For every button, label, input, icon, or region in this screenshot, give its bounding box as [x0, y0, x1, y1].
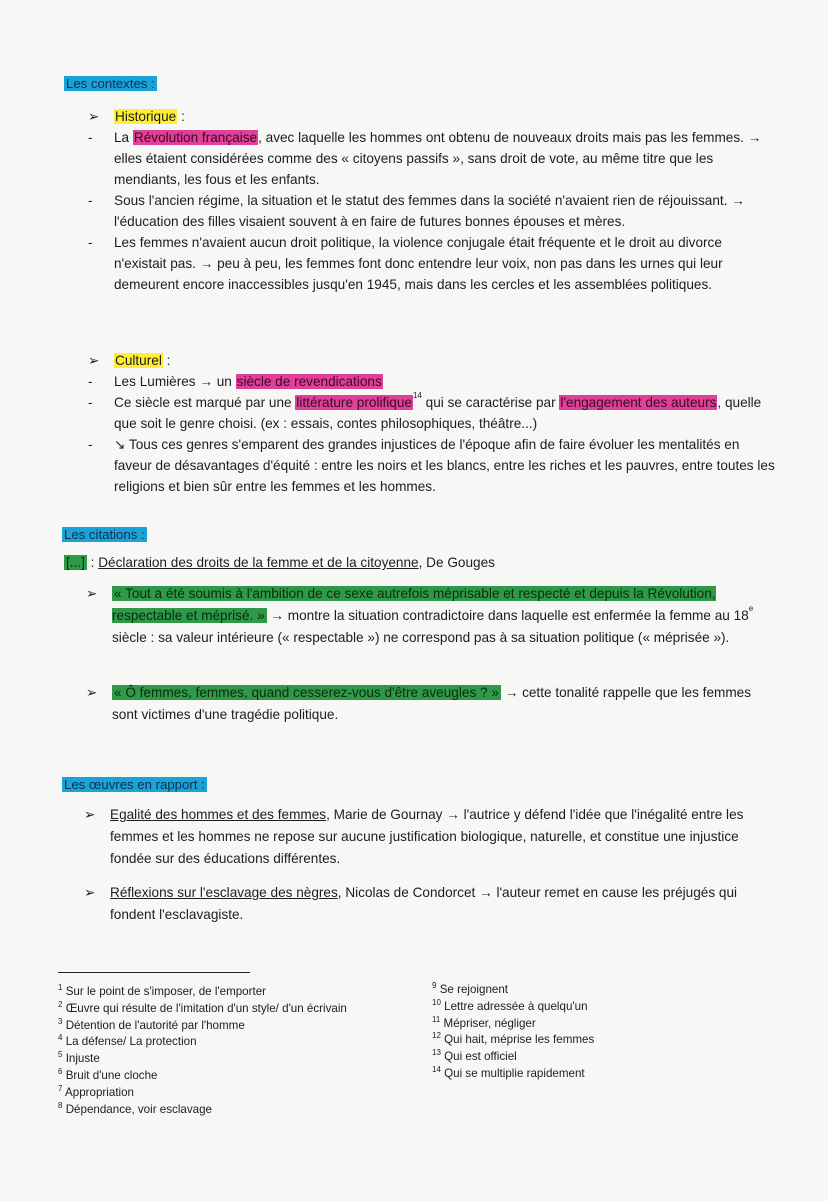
culturel-block [88, 350, 778, 497]
section-title-contextes: Les contextes : [66, 76, 155, 91]
arrow-bullet-icon: ➢ [84, 885, 96, 900]
list-item: - Les femmes n'avaient aucun droit politique, la violence conjugale était fréquente et le droit au divorce n'existait pas. → peu à peu, les femmes font donc entendre leur voix, non pas dans les urnes qui leur demeurent encore inaccessibles jusqu'en 1945, mais dans les cercles et les assemblées politiques. [88, 235, 723, 292]
list-item: - Sous l'ancien régime, la situation et le statut des femmes dans la société n'avaient rien de réjouissant. → l'éducation des filles visaient souvent à en faire de futures bonnes épouses et mères. [88, 193, 745, 229]
footnote-item: $^{13}$ Qui est officiel [432, 1048, 517, 1064]
footnotes-left [58, 984, 347, 1118]
footnote-item: $^5$ Injuste [58, 1050, 100, 1066]
arrow-bullet-icon: ➢ [88, 353, 100, 368]
footnote-item: $^3$ Détention de l'autorité par l'homme [58, 1016, 245, 1032]
culturel-heading: ➢ Culturel : [88, 350, 778, 371]
footnote-item: $^4$ La défense/ La protection [58, 1033, 197, 1049]
section-title-oeuvres: Les œuvres en rapport : [64, 777, 205, 792]
arrow-bullet-icon: ➢ [86, 685, 98, 700]
arrow-bullet-icon: ➢ [88, 109, 100, 124]
citation-quote-1: ➢ « Tout a été soumis à l'ambition de ce sexe autrefois méprisable et respecté et depuis la Révolution, respectable et méprisé. » → montre la situation contradictoire dans laquelle est enfermée la femme au 18e siècle : sa valeur intérieure (« respectable ») ne correspond pas à sa situation politique (« méprisée »). [86, 583, 776, 649]
footnote-item: $^{12}$ Qui hait, méprise les femmes [432, 1031, 595, 1047]
footnote-item: $^{11}$ Mépriser, négliger [432, 1014, 536, 1030]
arrow-bullet-icon: ➢ [86, 586, 98, 601]
historique-label: Historique [115, 109, 177, 124]
historique-heading: ➢ Historique : [88, 106, 778, 127]
oeuvre-item-2: ➢ Réflexions sur l'esclavage des nègres, Nicolas de Condorcet → l'auteur remet en cause les préjugés qui fondent l'esclavagiste. [84, 882, 774, 926]
footnote-item: $^7$ Appropriation [58, 1083, 135, 1099]
oeuvre-item-1: ➢ Egalité des hommes et des femmes, Marie de Gournay → l'autrice y défend l'idée que l'inégalité entre les femmes et les hommes ne repose sur aucune justification biologique, naturelle, et constitue une injustice fondée sur des éducations différentes. [84, 804, 774, 870]
footnote-item: $^6$ Bruit d'une cloche [58, 1066, 158, 1082]
footnote-item: $^1$ Sur le point de s'imposer, de l'emporter [58, 983, 267, 998]
footnote-item: $^2$ Œuvre qui résulte de l'imitation d'un style/ d'un écrivain [58, 999, 347, 1015]
citation-source: [...] : Déclaration des droits de la femme et de la citoyenne, De Gouges [66, 555, 495, 570]
culturel-label: Culturel [115, 353, 162, 368]
footnote-item: $^{14}$ Qui se multiplie rapidement [432, 1064, 585, 1080]
footnote-item: $^{10}$ Lettre adressée à quelqu'un [432, 997, 588, 1013]
arrow-bullet-icon: ➢ [84, 807, 96, 822]
historique-block [88, 106, 778, 295]
list-item: - Les Lumières → un siècle de revendications [88, 374, 382, 389]
footnotes-right [432, 982, 594, 1083]
section-title-citations: Les citations : [64, 527, 145, 542]
citation-quote-2: ➢ « Ô femmes, femmes, quand cesserez-vous d'être aveugles ? » → cette tonalité rappelle que les femmes sont victimes d'une tragédie politique. [86, 682, 776, 726]
list-item: - ↘ Tous ces genres s'emparent des grandes injustices de l'époque afin de faire évoluer les mentalités en faveur de désavantages d'équité : entre les noirs et les blancs, entre les riches et les pauvres, entre toutes les religions et bien sûr entre les femmes et les hommes. [88, 437, 775, 494]
footnote-separator [58, 972, 250, 973]
list-item: - Ce siècle est marqué par une littérature prolifique$^{14}$ qui se caractérise par l'engagement des auteurs, quelle que soit le genre choisi. (ex : essais, contes philosophiques, théâtre...) [88, 391, 762, 431]
footnote-item: $^9$ Se rejoignent [432, 981, 509, 996]
list-item: - La Révolution française, avec laquelle les hommes ont obtenu de nouveaux droits mais pas les femmes. → elles étaient considérées comme des « citoyens passifs », sans droit de vote, au même titre que les mendiants, les fous et les enfants. [88, 130, 762, 187]
footnote-item: $^8$ Dépendance, voir esclavage [58, 1100, 212, 1116]
